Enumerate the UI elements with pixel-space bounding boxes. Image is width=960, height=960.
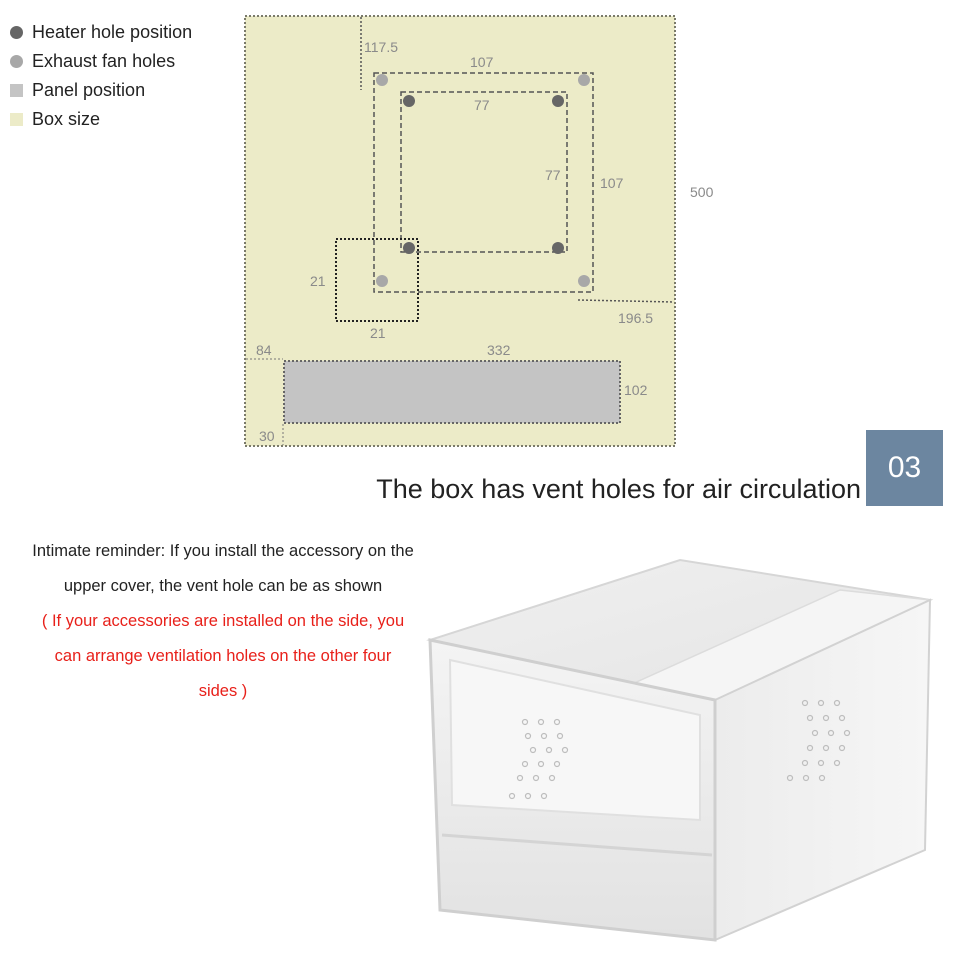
dim-panel-height: 102 — [624, 382, 648, 398]
dim-panel-bottom: 30 — [259, 428, 275, 444]
heater-hole — [403, 242, 415, 254]
legend-label: Heater hole position — [32, 22, 193, 42]
reminder-line: Intimate reminder: If you install the accessory on the — [32, 542, 414, 560]
exhaust-hole — [376, 74, 388, 86]
layout-diagram — [0, 0, 960, 460]
dim-right-offset: 196.5 — [618, 310, 654, 326]
legend-label: Exhaust fan holes — [32, 51, 176, 71]
step-badge: 03 — [866, 430, 943, 506]
reminder-note-line: can arrange ventilation holes on the other four — [54, 647, 392, 665]
exhaust-hole — [376, 275, 388, 287]
panel-rect — [284, 361, 620, 423]
dim-inner-width: 77 — [474, 97, 490, 113]
exhaust-hole — [578, 74, 590, 86]
dim-small-height: 21 — [310, 273, 326, 289]
legend-label: Panel position — [32, 80, 146, 100]
reminder-text — [0, 534, 446, 709]
heater-hole — [403, 95, 415, 107]
heater-hole — [552, 95, 564, 107]
dim-outer-height: 107 — [600, 175, 624, 191]
dim-small-width: 21 — [370, 325, 386, 341]
dim-inner-height: 77 — [545, 167, 561, 183]
reminder-note-line: ( If your accessories are installed on the side, you — [41, 612, 405, 630]
dim-panel-width: 332 — [487, 342, 511, 358]
dim-outer-width: 107 — [470, 54, 494, 70]
section-headline: The box has vent holes for air circulation — [376, 474, 861, 504]
storage-box-image — [420, 520, 950, 945]
dim-box-height: 500 — [690, 184, 714, 200]
reminder-note-line: sides ) — [198, 682, 248, 700]
legend-label: Box size — [32, 109, 101, 129]
dim-top-offset: 117.5 — [364, 39, 398, 55]
heater-hole — [552, 242, 564, 254]
exhaust-hole — [578, 275, 590, 287]
dim-panel-left: 84 — [256, 342, 272, 358]
reminder-line: upper cover, the vent hole can be as shown — [63, 577, 383, 595]
